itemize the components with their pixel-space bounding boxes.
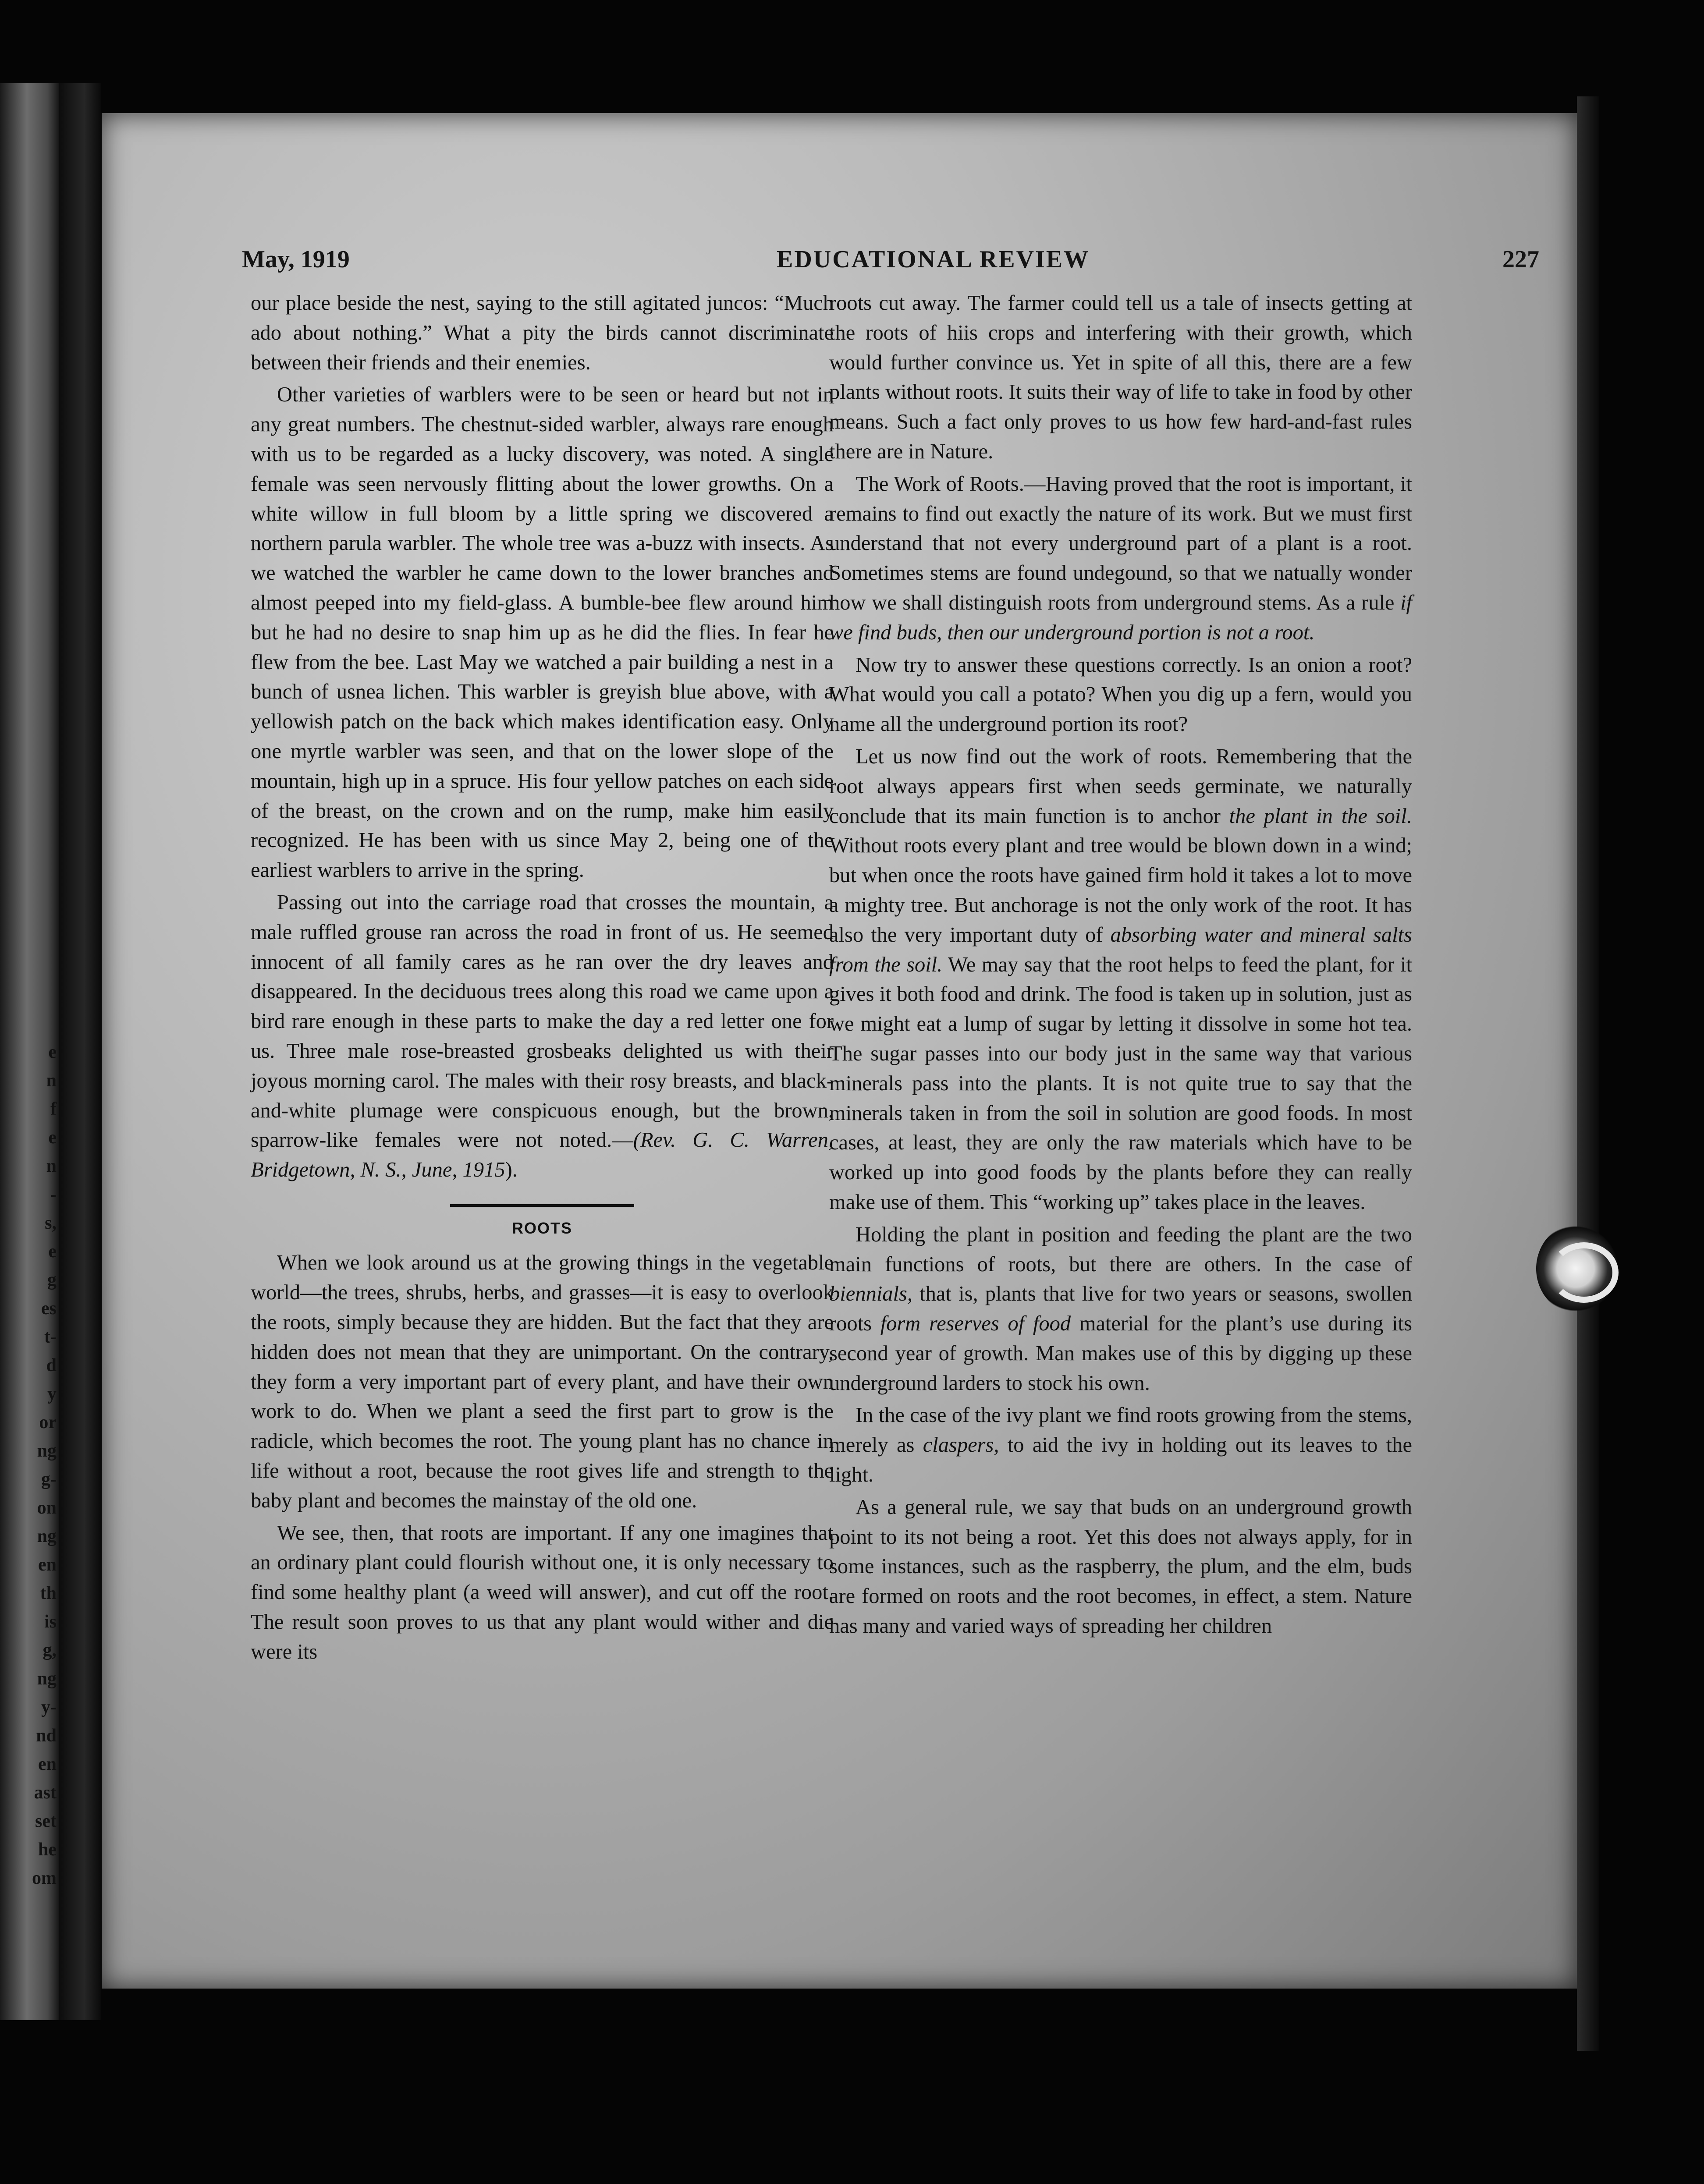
issue-date: May, 1919 — [242, 246, 350, 273]
prev-page-fragment: nd — [36, 1726, 57, 1746]
prev-page-fragment: om — [32, 1868, 57, 1888]
left-column — [251, 288, 834, 1667]
prev-page-fragment: e — [48, 1127, 57, 1148]
prev-page-fragment: n — [46, 1156, 57, 1176]
paragraph-text: In the case of the ivy plant we find roots growing from the stems, merely as — [829, 1404, 1412, 1457]
paragraph — [829, 469, 1412, 648]
previous-page-edge — [0, 83, 59, 2020]
journal-title: EDUCATIONAL REVIEW — [777, 246, 1090, 273]
prev-page-fragment: f — [50, 1099, 57, 1119]
heading-rule — [450, 1204, 634, 1207]
prev-page-fragment: en — [38, 1555, 57, 1575]
prev-page-fragment: e — [48, 1241, 57, 1262]
paragraph: As a general rule, we say that buds on an underground growth point to its not being a root. Yet this does not always apply, for in some instances, such as the raspberry, the plum, and the elm, buds are formed on roots and the root becomes, in effect, a stem. Nature has many and varied ways of spreading her children — [829, 1495, 1412, 1638]
paragraph — [829, 742, 1412, 1217]
prev-page-fragment: g- — [41, 1469, 57, 1489]
scanned-page — [102, 113, 1577, 1989]
paragraph: Now try to answer these questions correctly. Is an onion a root? What would you call a potato? When you dig up a fern, would you name all the underground portion its root? — [829, 653, 1412, 736]
prev-page-fragment: on — [37, 1498, 57, 1518]
paragraph-text: Passing out into the carriage road that crosses the mountain, a male ruffled grouse ran across the road in front of us. He seemed innocent of all family cares as he ran over the dry leaves and disappeared. In the deciduous trees along this road we came upon a bird rare enough in these parts to make the day a red letter one for us. Three male rose-breasted grosbeaks delighted us with their joyous morning carol. The males with their rosy breasts, and black-and-white plumage were conspicuous enough, but the brown, sparrow-like females were not noted.— — [251, 890, 834, 1152]
paragraph: When we look around us at the growing things in the vegetable world—the trees, shrubs, herbs, and grasses—it is easy to overlook the roots, simply because they are hidden. But the fact that they are hidden does not mean that they are unimportant. On the contrary, they form a very important part of every plant, and have their own work to do. When we plant a seed the first part to grow is the radicle, which becomes the root. The young plant has no chance in life without a root, because the root gives life and strength to the baby plant and becomes the mainstay of the old one. — [251, 1251, 834, 1512]
prev-page-fragment: s, — [45, 1213, 57, 1233]
running-header — [242, 245, 1539, 285]
prev-page-fragment: y — [47, 1384, 57, 1404]
prev-page-fragment: ng — [37, 1669, 57, 1689]
paragraph: We see, then, that roots are important. If any one imagines that an ordinary plant could flourish without one, it is only necessary to find some healthy plant (a weed will answer), and cut off the root. The result soon proves to us that any plant would wither and die were its — [251, 1521, 834, 1663]
paragraph: our place beside the nest, saying to the still agitated juncos: “Much ado about nothing.” What a pity the birds cannot discriminate between their friends and their enemies. — [251, 291, 834, 374]
paragraph-text: The Work of Roots.—Having proved that the root is important, it remains to find out exactly the nature of its work. But we must first understand that not every underground part of a plant is a root. Sometimes stems are found undegound, so that we natually wonder how we shall distinguish roots from underground stems. As a rule — [829, 472, 1412, 614]
prev-page-fragment: e — [48, 1042, 57, 1062]
prev-page-fragment: n — [46, 1071, 57, 1091]
right-column — [829, 288, 1412, 1641]
paragraph-text: We may say that the root helps to feed the plant, for it gives it both food and drink. The food is taken up in solution, just as we might eat a lump of sugar by letting it dissolve in some hot tea. The sugar passes into our body just in the same way that various minerals pass into the plants. It is not quite true to say that the minerals taken in from the soil in solution are good foods. In most cases, at least, they are only the raw materials which have to be worked up into good foods by the plants before they can really make use of them. This “working up” takes place in the leaves. — [829, 953, 1412, 1214]
paragraph-text: material for the plant’s use during its second year of growth. Man makes use of this by digging up these underground larders to stock his own. — [829, 1312, 1413, 1395]
prev-page-fragment: g — [47, 1270, 57, 1290]
paragraph-text: Without roots every plant and tree would be blown down in a wind; but when once the roots have gained firm hold it takes a lot to move a mighty tree. But anchorage is not the only work of the root. It has also the very important duty of — [829, 834, 1412, 947]
emphasis: biennials, — [829, 1282, 912, 1306]
paragraph: roots cut away. The farmer could tell us a tale of insects getting at the roots of hiis crops and interfering with their growth, which would further convince us. Yet in spite of all this, there are a few plants without roots. It suits their way of life to take in food by other means. Such a fact only proves to us how few hard-and-fast rules there are in Nature. — [829, 291, 1412, 463]
prev-page-fragment: or — [39, 1412, 57, 1432]
emphasis: the plant in the soil. — [1229, 804, 1412, 828]
page-edge-right — [1577, 96, 1599, 2051]
paper-clip-icon — [1536, 1223, 1624, 1315]
paragraph — [829, 1220, 1412, 1398]
emphasis: claspers, — [923, 1433, 999, 1457]
emphasis: if we find buds, then our underground portion is not a root. — [829, 591, 1412, 644]
prev-page-fragment: - — [50, 1184, 57, 1205]
signature: (Rev. G. C. Warren, Bridgetown, N. S., June, 1915 — [251, 1128, 834, 1182]
prev-page-fragment: t- — [44, 1327, 57, 1347]
paragraph-text: Holding the plant in position and feeding the plant are the two main functions of roots, but there are others. In the case of — [829, 1223, 1412, 1276]
prev-page-fragment: he — [38, 1840, 57, 1860]
section-heading — [251, 1204, 834, 1238]
prev-page-fragment: g, — [43, 1640, 57, 1660]
emphasis: form reserves of food — [880, 1312, 1071, 1336]
emphasis: absorbing water and mineral salts from the soil. — [829, 923, 1412, 976]
section-title: ROOTS — [511, 1219, 572, 1237]
paragraph-text: to aid the ivy in holding out its leaves to the light. — [829, 1433, 1412, 1487]
paragraph — [251, 888, 834, 1185]
book-gutter — [59, 83, 101, 2020]
prev-page-fragment: y- — [41, 1697, 57, 1717]
prev-page-fragment: th — [40, 1583, 57, 1603]
prev-page-fragment: es — [41, 1298, 57, 1319]
page-number: 227 — [1502, 246, 1539, 273]
paragraph-text: that is, plants that live for two years or seasons, swollen roots — [829, 1282, 1412, 1336]
paragraph: Other varieties of warblers were to be seen or heard but not in any great numbers. The chestnut-sided warbler, always rare enough with us to be regarded as a lucky discovery, was noted. A single female was seen nervously flitting about the lower growths. On a white willow in full bloom by a little spring we discovered a northern parula warbler. The whole tree was a-buzz with insects. As we watched the warbler he came down to the lower branches and almost peeped into my field-glass. A bumble-bee flew around him but he had no desire to snap him up as he did the flies. In fear he flew from the bee. Last May we watched a pair building a nest in a bunch of usnea lichen. This warbler is greyish blue above, with a yellowish patch on the back which makes identification easy. Only one myrtle warbler was seen, and that on the lower slope of the mountain, high up in a spruce. His four yellow patches on each side of the breast, on the crown and on the rump, make him easily recognized. He has been with us since May 2, being one of the earliest warblers to arrive in the spring. — [251, 383, 834, 882]
prev-page-fragment: ng — [37, 1526, 57, 1546]
paragraph — [829, 1400, 1412, 1489]
prev-page-fragment: ng — [37, 1441, 57, 1461]
prev-page-fragment: en — [38, 1754, 57, 1774]
prev-page-fragment: is — [44, 1612, 57, 1632]
prev-page-fragment: ast — [34, 1783, 57, 1803]
paragraph-text: ). — [505, 1158, 518, 1182]
prev-page-fragment: set — [35, 1811, 57, 1831]
paragraph-text: Let us now find out the work of roots. Remembering that the root always appears first when seeds germinate, we naturally conclude that its main function is to anchor — [829, 745, 1412, 828]
prev-page-fragment: d — [46, 1355, 57, 1376]
